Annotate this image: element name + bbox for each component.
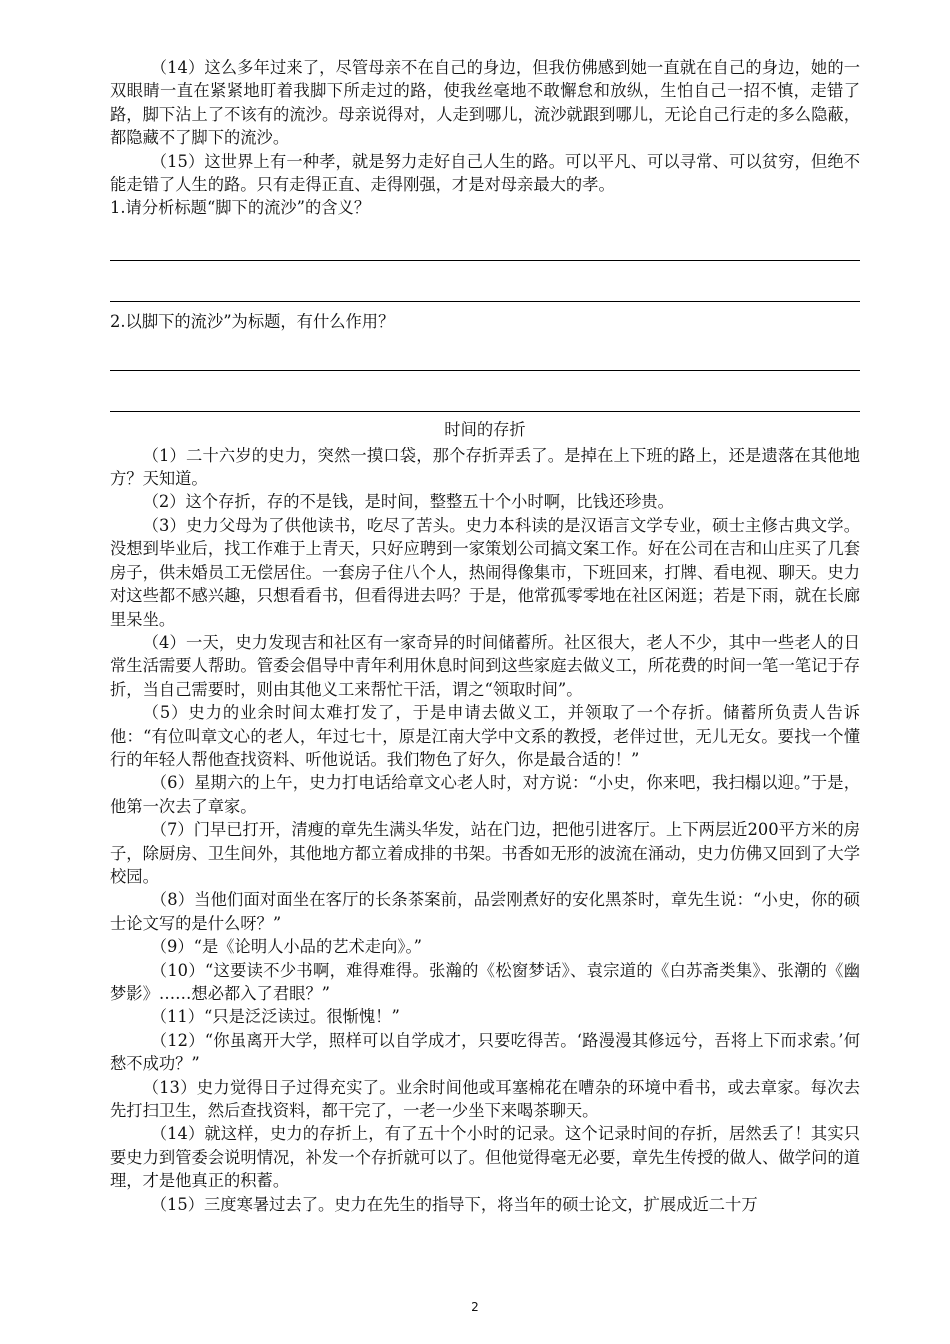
answer-line-2a[interactable] [110,333,860,371]
page-number: 2 [471,1300,479,1314]
passage2-paragraph-14: （14）就这样，史力的存折上，有了五十个小时的记录。这个记录时间的存折，居然丢了！其实只要史力到管委会说明情况，补发一个存折就可以了。但他觉得毫无必要，章先生传授的做人、做学问的道理，才是他真正的积蓄。 [110,1124,860,1191]
passage2-paragraph-3: （3）史力父母为了供他读书，吃尽了苦头。史力本科读的是汉语言文学专业，硕士主修古典文学。没想到毕业后，找工作难于上青天，只好应聘到一家策划公司搞文案工作。好在公司在吉和山庄买了几套房子，供未婚员工无偿居住。一套房子住八个人，热闹得像集市，下班回来，打牌、看电视、聊天。史力对这些都不感兴趣，只想看看书，但看得进去吗？于是，他常孤零零地在社区闲逛；若是下雨，就在长廊里呆坐。 [110,515,860,629]
passage2-paragraph-5: （5）史力的业余时间太难打发了，于是申请去做义工，并领取了一个存折。储蓄所负责人告诉他：“有位叫章文心的老人，年过七十，原是江南大学中文系的教授，老伴过世，无儿无女。要找一个懂行的年轻人帮他查找资料、听他说话。我们物色了好久，你是最合适的！” [110,703,860,769]
answer-line-1b[interactable] [110,261,860,302]
answer-line-1a[interactable] [110,220,860,261]
question-1: 1.请分析标题“脚下的流沙”的含义？ [110,198,371,218]
passage2-paragraph-13: （13）史力觉得日子过得充实了。业余时间他或耳塞棉花在嘈杂的环境中看书，或去章家。每次去先打扫卫生，然后查找资料，都干完了，一老一少坐下来喝茶聊天。 [110,1077,860,1121]
passage2-paragraph-9: （9）“是《论明人小品的艺术走向》。” [150,937,422,957]
answer-line-2b[interactable] [110,371,860,412]
passage2-paragraph-8: （8）当他们面对面坐在客厅的长条茶案前，品尝刚煮好的安化黑茶时，章先生说：“小史，你的硕士论文写的是什么呀？” [110,890,860,933]
passage2-paragraph-10: （10）“这要读不少书啊，难得难得。张瀚的《松窗梦话》、袁宗道的《白苏斋类集》、张潮的《幽梦影》……想必都入了君眼？” [110,960,860,1003]
passage2-paragraph-7: （7）门早已打开，清瘦的章先生满头华发，站在门边，把他引进客厅。上下两层近200平方米的房子，除厨房、卫生间外，其他地方都立着成排的书架。书香如无形的波流在涌动，史力仿佛又回到了大学校园。 [110,820,860,886]
passage2-paragraph-15: （15）三度寒暑过去了。史力在先生的指导下，将当年的硕士论文，扩展成近二十万 [150,1194,758,1214]
passage1-paragraph-15: （15）这世界上有一种孝，就是努力走好自己人生的路。可以平凡、可以寻常、可以贫穷，但绝不能走错了人生的路。只有走得正直、走得刚强，才是对母亲最大的孝。 [110,151,860,195]
passage2-paragraph-2: （2）这个存折，存的不是钱，是时间，整整五十个小时啊，比钱还珍贵。 [142,492,674,512]
passage2-paragraph-6: （6）星期六的上午，史力打电话给章文心老人时，对方说：“小史，你来吧，我扫榻以迎。”于是，他第一次去了章家。 [110,773,860,816]
passage2-paragraph-4: （4）一天，史力发现吉和社区有一家奇异的时间储蓄所。社区很大，老人不少，其中一些老人的日常生活需要人帮助。管委会倡导中青年利用休息时间到这些家庭去做义工，所花费的时间一笔一笔记于存折，当自己需要时，则由其他义工来帮忙干活，谓之“领取时间”。 [110,632,860,699]
passage2-title: 时间的存折 [444,420,526,440]
passage2-paragraph-12: （12）“你虽离开大学，照样可以自学成才，只要吃得苦。‘路漫漫其修远兮，吾将上下而求索。’何愁不成功？” [110,1030,860,1074]
question-2: 2.以脚下的流沙”为标题，有什么作用？ [110,311,395,331]
passage2-paragraph-11: （11）“只是泛泛读过。很惭愧！” [150,1007,400,1027]
passage2-paragraph-1: （1）二十六岁的史力，突然一摸口袋，那个存折弄丢了。是掉在上下班的路上，还是遗落在其他地方？天知道。 [110,445,860,489]
document-page [110,56,860,1216]
passage1-paragraph-14: （14）这么多年过来了，尽管母亲不在自己的身边，但我仿佛感到她一直就在自己的身边，她的一双眼睛一直在紧紧地盯着我脚下所走过的路，使我丝毫地不敢懈怠和放纵，生怕自己一招不慎，走错了路，脚下沾上了不该有的流沙。母亲说得对，人走到哪儿，流沙就跟到哪儿，无论自己行走的多么隐蔽，都隐藏不了脚下的流沙。 [110,58,860,148]
